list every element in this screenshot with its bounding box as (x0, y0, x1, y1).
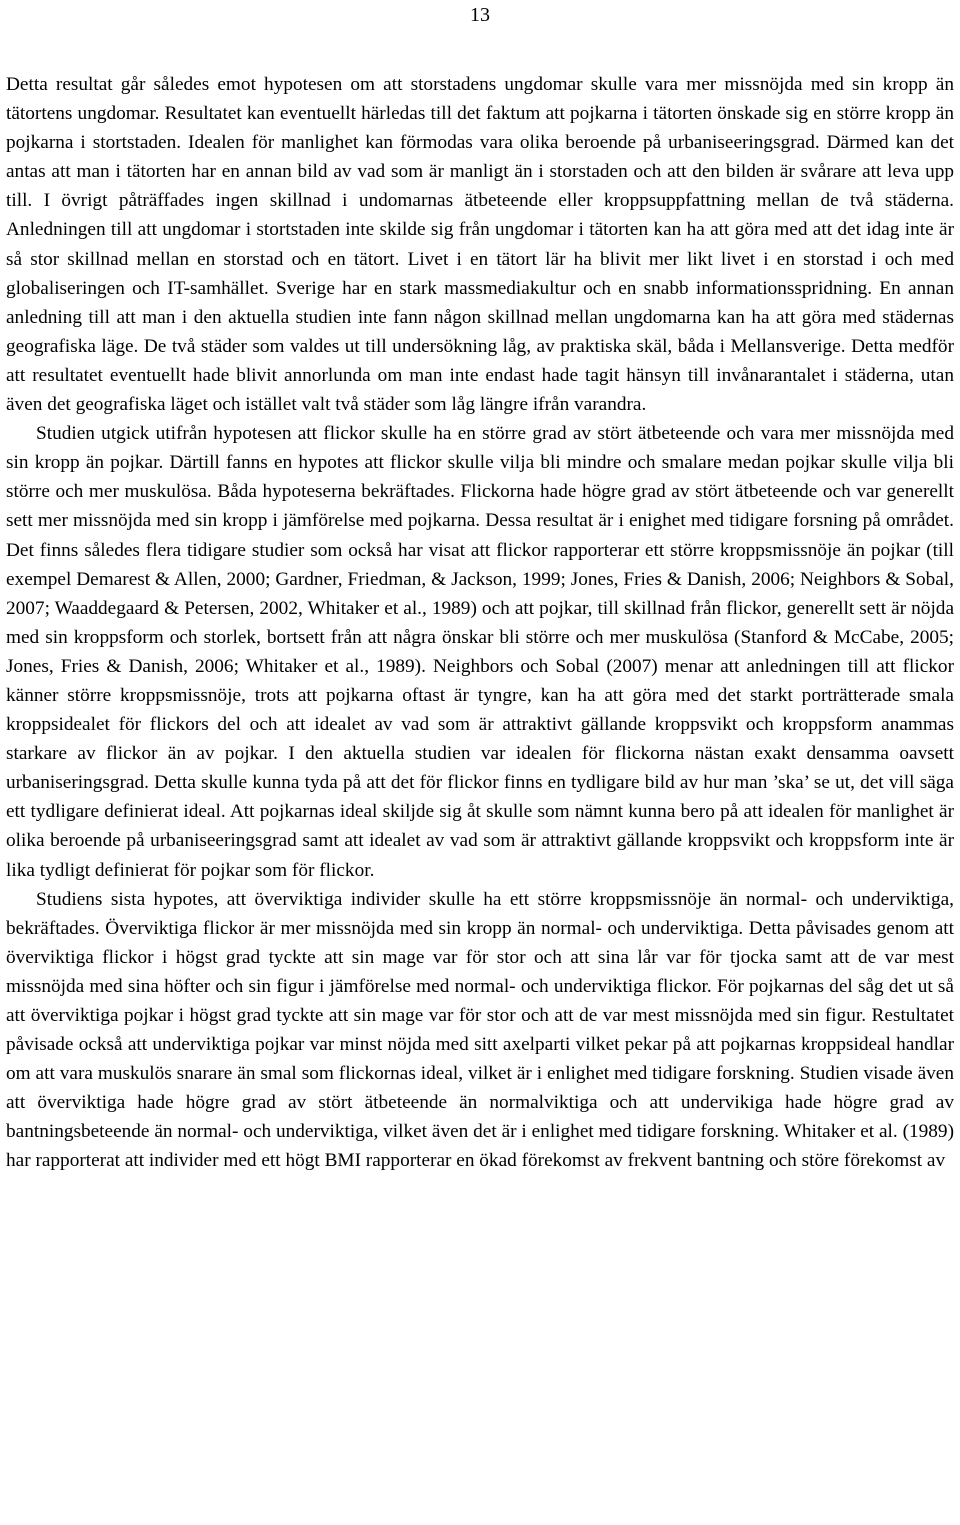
paragraph-1: Detta resultat går således emot hypotesen om att storstadens ungdomar skulle vara mer missnöjda med sin kropp än tätortens ungdomar. Resultatet kan eventuellt härledas till det faktum att pojkarna i tätorten önskade sig en större kropp än pojkarna i stortstaden. Idealen för manlighet kan förmodas vara olika beroende på urbaniseeringsgrad. Därmed kan det antas att man i tätorten har en annan bild av vad som är manligt än i storstaden och att den bilden är svårare att leva upp till. I övrigt påträffades ingen skillnad i undomarnas ätbeteende eller kroppsuppfattning mellan de två städerna. Anledningen till att ungdomar i stortstaden inte skilde sig från ungdomar i tätorten kan ha att göra med att det idag inte är så stor skillnad mellan en storstad och en tätort. Livet i en tätort lär ha blivit mer likt livet i en storstad i och med globaliseringen och IT-samhället. Sverige har en stark massmediakultur och en snabb informationsspridning. En annan anledning till att man i den aktuella studien inte fann någon skillnad mellan ungdomarna kan ha att göra med städernas geografiska läge. De två städer som valdes ut till undersökning låg, av praktiska skäl, båda i Mellansverige. Detta medför att resultatet eventuellt hade blivit annorlunda om man inte endast hade tagit hänsyn till invånarantalet i städerna, utan även det geografiska läget och istället valt två städer som låg längre ifrån varandra. (6, 74, 954, 416)
page-number: 13 (470, 4, 490, 26)
document-body (6, 70, 954, 1176)
paragraph-2: Studien utgick utifrån hypotesen att flickor skulle ha en större grad av stört ätbeteende och vara mer missnöjda med sin kropp än pojkar. Därtill fanns en hypotes att flickor skulle vilja bli mindre och smalare medan pojkar skulle vilja bli större och mer muskulösa. Båda hypoteserna bekräftades. Flickorna hade högre grad av stört ätbeteende och var generellt sett mer missnöjda med sin kropp i jämförelse med pojkarna. Dessa resultat är i enighet med tidigare forsning på området. Det finns således flera tidigare studier som också har visat att flickor rapporterar ett större kroppsmissnöje än pojkar (till exempel Demarest & Allen, 2000; Gardner, Friedman, & Jackson, 1999; Jones, Fries & Danish, 2006; Neighbors & Sobal, 2007; Waaddegaard & Petersen, 2002, Whitaker et al., 1989) och att pojkar, till skillnad från flickor, generellt sett är nöjda med sin kroppsform och storlek, bortsett från att några önskar bli större och mer muskulösa (Stanford & McCabe, 2005; Jones, Fries & Danish, 2006; Whitaker et al., 1989). Neighbors och Sobal (2007) menar att anledningen till att flickor känner större kroppsmissnöje, trots att pojkarna oftast är tyngre, kan ha att göra med det starkt porträtterade smala kroppsidealet för flickors del och att idealet av vad som är attraktivt gällande kroppsvikt och kroppsform anammas starkare av flickor än av pojkar. I den aktuella studien var idealen för flickorna nästan exakt densamma oavsett urbaniseringsgrad. Detta skulle kunna tyda på att det för flickor finns en tydligare bild av hur man ’ska’ se ut, det vill säga ett tydligare definierat ideal. Att pojkarnas ideal skiljde sig åt skulle som nämnt kunna bero på att idealen för manlighet är olika beroende på urbaniseeringsgrad samt att idealet av vad som är attraktivt gällande kroppsvikt och kroppsform inte är lika tydligt definierat för pojkar som för flickor. (6, 423, 954, 881)
paragraph-3: Studiens sista hypotes, att överviktiga individer skulle ha ett större kroppsmissnöje än normal- och underviktiga, bekräftades. Överviktiga flickor är mer missnöjda med sin kropp än normal- och underviktiga. Detta påvisades genom att överviktiga flickor i högst grad tyckte att sin mage var för stor och att sina lår var för tjocka samt att de var mest missnöjda med sina höfter och sin figur i jämförelse med normal- och underviktiga flickor. För pojkarnas del såg det ut så att överviktiga pojkar i högst grad tyckte att sin mage var för stor och att de var mest missnöjda med sin figur. Restultatet påvisade också att underviktiga pojkar var minst nöjda med sitt axelparti vilket pekar på att pojkarnas kroppsideal handlar om att vara muskulös snarare än smal som flickornas ideal, vilket är i enlighet med tidigare forskning. Studien visade även att överviktiga hade högre grad av stört ätbeteende än normalviktiga och att undervikiga hade högre grad av bantningsbeteende än normal- och underviktiga, vilket även det är i enlighet med tidigare forskning. Whitaker et al. (1989) har rapporterat att individer med ett högt BMI rapporterar en ökad förekomst av frekvent bantning och störe förekomst av (6, 888, 954, 1172)
